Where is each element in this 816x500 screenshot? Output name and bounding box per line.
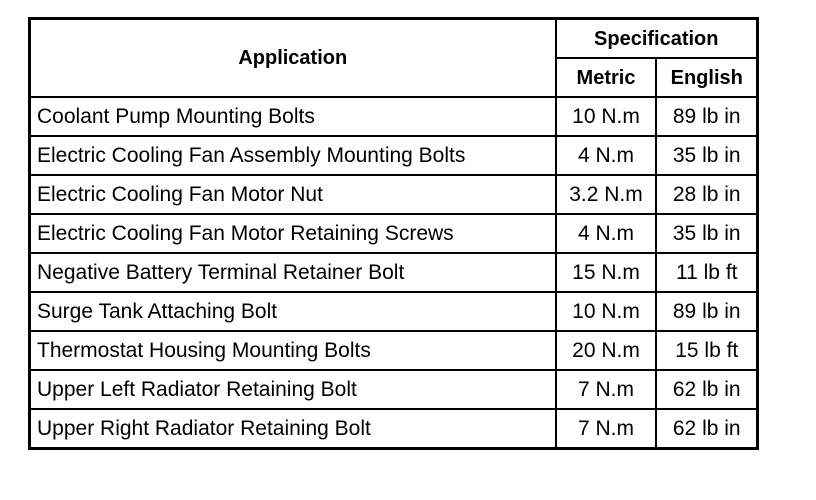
application-cell: Electric Cooling Fan Assembly Mounting Bolts xyxy=(30,136,556,175)
metric-cell: 4 N.m xyxy=(556,214,657,253)
table-row xyxy=(30,253,758,292)
application-cell: Electric Cooling Fan Motor Retaining Screws xyxy=(30,214,556,253)
table-row xyxy=(30,370,758,409)
application-cell: Surge Tank Attaching Bolt xyxy=(30,292,556,331)
metric-header: Metric xyxy=(556,58,657,97)
english-cell: 89 lb in xyxy=(656,292,757,331)
table-row xyxy=(30,214,758,253)
table-row xyxy=(30,175,758,214)
metric-cell: 10 N.m xyxy=(556,97,657,136)
metric-cell: 15 N.m xyxy=(556,253,657,292)
table-header xyxy=(30,19,758,98)
application-cell: Thermostat Housing Mounting Bolts xyxy=(30,331,556,370)
application-cell: Upper Left Radiator Retaining Bolt xyxy=(30,370,556,409)
english-cell: 35 lb in xyxy=(656,214,757,253)
english-header: English xyxy=(656,58,757,97)
specification-header: Specification xyxy=(556,19,758,59)
metric-cell: 7 N.m xyxy=(556,370,657,409)
table-row xyxy=(30,292,758,331)
header-row-top xyxy=(30,19,758,59)
english-cell: 11 lb ft xyxy=(656,253,757,292)
english-cell: 35 lb in xyxy=(656,136,757,175)
english-cell: 62 lb in xyxy=(656,409,757,449)
metric-cell: 20 N.m xyxy=(556,331,657,370)
table-row xyxy=(30,409,758,449)
application-cell: Electric Cooling Fan Motor Nut xyxy=(30,175,556,214)
table-row xyxy=(30,97,758,136)
metric-cell: 7 N.m xyxy=(556,409,657,449)
english-cell: 89 lb in xyxy=(656,97,757,136)
application-cell: Coolant Pump Mounting Bolts xyxy=(30,97,556,136)
application-cell: Negative Battery Terminal Retainer Bolt xyxy=(30,253,556,292)
table-row xyxy=(30,136,758,175)
application-cell: Upper Right Radiator Retaining Bolt xyxy=(30,409,556,449)
metric-cell: 3.2 N.m xyxy=(556,175,657,214)
metric-cell: 4 N.m xyxy=(556,136,657,175)
english-cell: 28 lb in xyxy=(656,175,757,214)
metric-cell: 10 N.m xyxy=(556,292,657,331)
table-body xyxy=(30,97,758,449)
torque-specification-table xyxy=(28,17,759,450)
table-row xyxy=(30,331,758,370)
english-cell: 62 lb in xyxy=(656,370,757,409)
english-cell: 15 lb ft xyxy=(656,331,757,370)
application-header: Application xyxy=(30,19,556,98)
